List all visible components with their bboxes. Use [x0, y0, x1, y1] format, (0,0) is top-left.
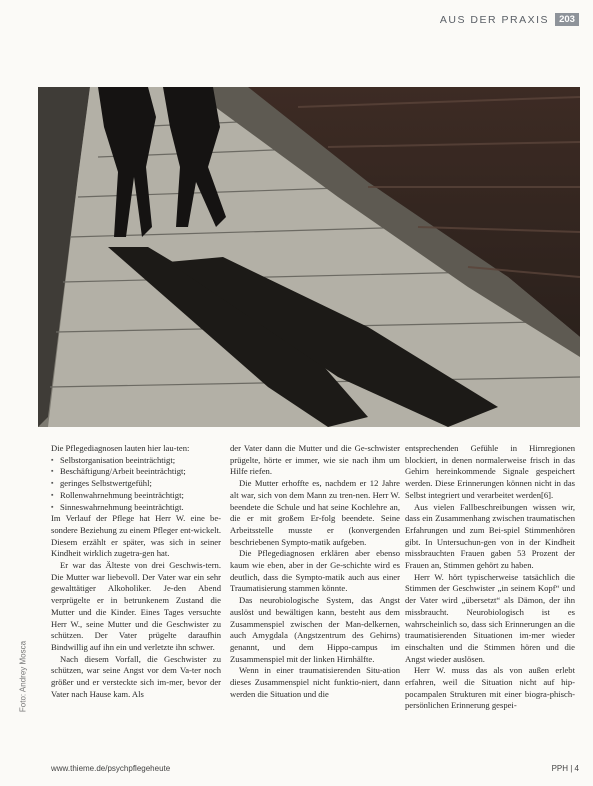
- page-number-badge: 203: [555, 13, 579, 26]
- footer-url: www.thieme.de/psychpflegeheute: [51, 764, 171, 773]
- paragraph: Wenn in einer traumatisierenden Situ-ation dieses Zusammenspiel nicht funktio-niert, dann werden die Situation und die: [230, 665, 400, 699]
- article-photo: [38, 87, 580, 427]
- running-header: [48, 14, 579, 28]
- paragraph: Er war das Älteste von drei Geschwis-tern. Die Mutter war liebevoll. Der Vater war ein sehr gewalttätiger Alkoholiker. Je-den Abend verprügelte er in betrunkenem Zustand die Mutter und die Kinder. Eines Tages versuchte Herr W., seine Mutter und die Geschwister zu schützen. Der Vater prügelte daraufhin Bindwillig auf ihn ein und verletzte ihn schwer.: [51, 560, 221, 652]
- text-column-3: [405, 443, 575, 712]
- paragraph: Herr W. hört typischerweise tatsächlich die Stimmen der Geschwister „in seinem Kopf“ und der Vater wird „übersetzt“ als Dämon, der ihn missbraucht. Neurobiologisch ist es wahrscheinlich so, dass sich Erinnerungen an die traumatisierenden Situationen im-mer wieder einschalten und die Stimmen hören und die Angst wieder auslösen.: [405, 571, 575, 664]
- paragraph: der Vater dann die Mutter und die Ge-schwister prügelte, hörte er immer, wie sie nach ihm um Hilfe riefen.: [230, 443, 400, 477]
- issue-number: PPH | 4: [551, 764, 579, 773]
- list-item: ▪ Rollenwahrnehmung beeinträchtigt;: [51, 490, 221, 502]
- list-item: ▪ Sinneswahrnehmung beeinträchtigt.: [51, 502, 221, 514]
- list-item: ▪ Beschäftigung/Arbeit beeinträchtigt;: [51, 466, 221, 478]
- paragraph: Die Mutter erhoffte es, nachdem er 12 Jahre alt war, sich von dem Mann zu tren-nen. Herr W. beendete die Schule und hat seine Kochlehre an, die er mit großem Er-folg beendete. Seine Arbeitsstelle musste er (konvergenden beschriebenen Sympto-matik aufgeben.: [230, 478, 400, 547]
- walking-people-photo: [38, 87, 580, 427]
- diagnosis-list: [51, 455, 221, 514]
- text-column-1: [51, 443, 221, 700]
- paragraph: Aus vielen Fallbeschreibungen wissen wir, dass ein Zusammenhang zwischen traumatischen Erfahrungen und zum Bei-spiel Stimmenhören gibt. In Untersuchun-gen von in der Kindheit missbrauchten Frauen gaben 53 Prozent der Frauen an, Stimmen gehört zu haben.: [405, 501, 575, 571]
- paragraph: Das neurobiologische System, das Angst auslöst und bewältigen kann, besteht aus dem Zusammenspiel zwischen der Man-delkernen, auch Amygdala (Angstzentrum des Gehirns) genannt, und dem Hippo-campus im Zusammenspiel mit der linken Hirnhälfte.: [230, 595, 400, 664]
- paragraph: Nach diesem Vorfall, die Geschwister zu schützen, war seine Angst vor dem Va-ter noch größer und er versteckte sich im-mer, bevor der Vater nach Hause kam. Als: [51, 653, 221, 699]
- list-item: ▪ geringes Selbstwertgefühl;: [51, 478, 221, 490]
- paragraph: Herr W. muss das als von außen erlebt erfahren, weil die Situation nicht auf hip-pocampalen Strukturen mit einer biogra-phisch-persönlichen Erinnerung gespei-: [405, 665, 575, 711]
- section-title: AUS DER PRAXIS: [439, 14, 549, 26]
- list-item: ▪ Selbstorganisation beeinträchtigt;: [51, 455, 221, 467]
- paragraph: entsprechenden Gefühle in Hirnregionen blockiert, in denen normalerweise frisch in das Gehirn hereinkommende Signale gespeichert werden. Diese Erinnerungen können nicht in das Selbst integriert und verarbeitet werden[6].: [405, 443, 575, 500]
- paragraph: Im Verlauf der Pflege hat Herr W. eine be-sondere Beziehung zu einem Pfleger ent-wickelt. Diesem erzählt er später, was sich in seiner Kindheit wirklich zugetra-gen hat.: [51, 513, 221, 559]
- paragraph: Die Pflegediagnosen lauten hier lau-ten:: [51, 443, 190, 453]
- paragraph: Die Pflegediagnosen erklären aber ebenso kaum wie eben, aber in der Ge-schichte wird es deutlich, dass die Sympto-matik auch aus einer Traumatisierung stammen könnte.: [230, 548, 400, 594]
- page-footer: [51, 764, 579, 776]
- text-column-2: [230, 443, 400, 700]
- photo-credit: Foto: Andrey Mosca: [18, 640, 28, 713]
